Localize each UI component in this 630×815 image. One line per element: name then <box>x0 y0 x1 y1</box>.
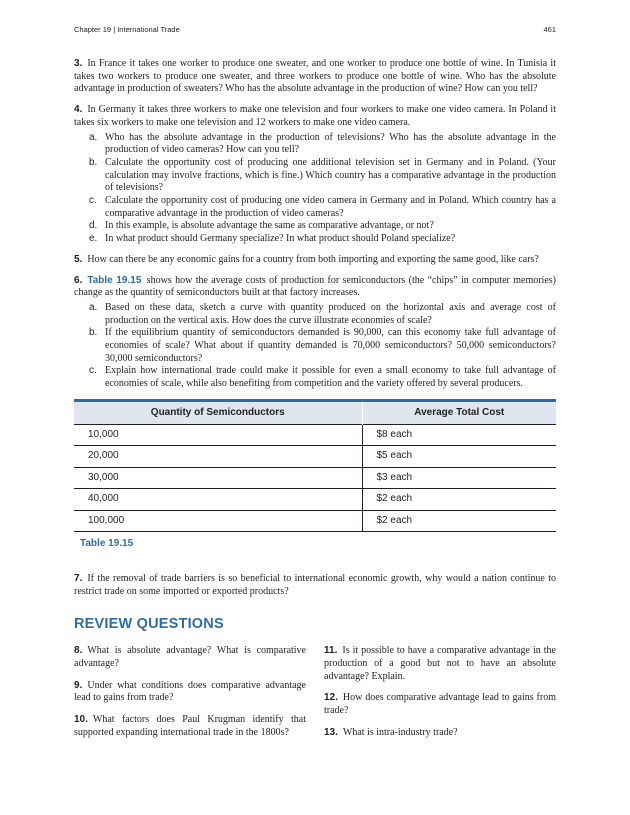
question-text: Under what conditions does comparative advantage lead to gains from trade? <box>74 679 306 704</box>
column-header-average-cost: Average Total Cost <box>362 400 556 424</box>
quantity-cell: 10,000 <box>74 424 362 446</box>
table-row <box>74 510 556 532</box>
cost-cell: $2 each <box>362 510 556 532</box>
sub-question-text: Calculate the opportunity cost of producing one video camera in Germany and in Poland. Which country has a comparative advantage in the production of video cameras? <box>105 195 556 219</box>
question-6 <box>74 275 556 391</box>
question-4 <box>74 104 556 246</box>
chapter-header: Chapter 19 | International Trade <box>74 25 180 34</box>
sub-question-letter: a. <box>89 301 98 313</box>
question-number: 10. <box>74 714 88 725</box>
sub-question <box>74 132 556 157</box>
sub-question-text: Explain how international trade could make it possible for even a small economy to take full advantage of economies of scale, while also benefiting from competition and the variety offered by several producers. <box>105 365 556 390</box>
question-number: 9. <box>74 679 83 691</box>
quantity-cell: 100,000 <box>74 510 362 532</box>
sub-question-letter: c. <box>89 365 97 377</box>
question-number: 6. <box>74 274 83 286</box>
review-question-12 <box>324 692 556 717</box>
review-question-8 <box>74 645 306 670</box>
table-row <box>74 467 556 489</box>
sub-question-list <box>74 302 556 391</box>
question-5 <box>74 254 556 267</box>
question-number: 12. <box>324 692 338 704</box>
review-column-right <box>324 645 556 748</box>
sub-question-letter: b. <box>89 327 98 339</box>
quantity-cell: 40,000 <box>74 489 362 511</box>
sub-question-letter: a. <box>89 131 98 143</box>
question-text: In Germany it takes three workers to make one television and four workers to make one video camera. In Poland it takes six workers to make one television and 12 workers to make one video camera. <box>74 104 556 128</box>
question-text: What factors does Paul Krugman identify that supported expanding international trade in the 1800s? <box>74 714 306 738</box>
cost-cell: $5 each <box>362 446 556 468</box>
question-number: 11. <box>324 645 338 657</box>
table-row <box>74 446 556 468</box>
sub-question-letter: c. <box>89 195 97 207</box>
sub-question-letter: b. <box>89 156 98 168</box>
question-number: 8. <box>74 645 83 657</box>
sub-question-letter: e. <box>89 233 98 245</box>
question-text: How does comparative advantage lead to gains from trade? <box>324 692 556 716</box>
review-question-13 <box>324 727 556 740</box>
sub-question-letter: d. <box>89 220 98 232</box>
question-text: In France it takes one worker to produce one sweater, and one worker to produce one bottle of wine. In Tunisia it takes two workers to produce one sweater, and three workers to produce one bottle of wine. Who has the absolute advantage in production of sweaters? Who has the absolute advantage in the production of wine? How can you tell? <box>74 58 556 95</box>
sub-question <box>74 220 556 233</box>
sub-question <box>74 302 556 327</box>
table-row <box>74 489 556 511</box>
sub-question-text: If the equilibrium quantity of semiconductors demanded is 90,000, can this economy take full advantage of economies of scale? What about if quantity demanded is 70,000 semiconductors? 50,000 semiconductors? 30,000 semiconductors? <box>105 327 556 364</box>
question-number: 5. <box>74 253 83 265</box>
question-number: 7. <box>74 573 83 585</box>
sub-question-text: Who has the absolute advantage in the production of televisions? Who has the absolute advantage in the production of video cameras? How can you tell? <box>105 131 556 156</box>
sub-question-text: Calculate the opportunity cost of producing one additional television set in Germany and in Poland. (Your calculation may involve fractions, which is fine.) Which country has a comparative advantage in the production of televisions? <box>105 156 556 194</box>
cost-cell: $3 each <box>362 467 556 489</box>
question-text: If the removal of trade barriers is so beneficial to international economic growth, why would a nation continue to restrict trade on some imported or exported products? <box>74 573 556 597</box>
question-text: How can there be any economic gains for a country from both importing and exporting the same good, like cars? <box>87 253 539 265</box>
table-caption: Table 19.15 <box>80 538 134 550</box>
question-number: 4. <box>74 104 83 116</box>
question-text: Is it possible to have a comparative advantage in the production of a good but not to have an absolute advantage? Explain. <box>324 645 556 682</box>
quantity-cell: 30,000 <box>74 467 362 489</box>
table-row <box>74 424 556 446</box>
sub-question <box>74 233 556 246</box>
sub-question <box>74 195 556 220</box>
review-question-11 <box>324 645 556 683</box>
question-number: 13. <box>324 726 338 738</box>
review-questions-columns <box>74 645 556 748</box>
sub-question-text: In this example, is absolute advantage the same as comparative advantage, or not? <box>105 220 434 232</box>
sub-question-text: Based on these data, sketch a curve with quantity produced on the horizontal axis and average cost of production on the vertical axis. How does the curve illustrate economies of scale? <box>105 301 556 326</box>
column-header-quantity: Quantity of Semiconductors <box>74 400 362 424</box>
quantity-cell: 20,000 <box>74 446 362 468</box>
review-question-10 <box>74 714 306 739</box>
question-text: What is intra-industry trade? <box>342 726 458 738</box>
sub-question-text: In what product should Germany specialize? In what product should Poland specialize? <box>105 233 456 245</box>
page-content <box>74 58 556 748</box>
sub-question <box>74 365 556 390</box>
question-7 <box>74 573 556 598</box>
cost-cell: $2 each <box>362 489 556 511</box>
question-number: 3. <box>74 58 83 69</box>
cost-cell: $8 each <box>362 424 556 446</box>
sub-question-list <box>74 132 556 246</box>
review-question-9 <box>74 680 306 705</box>
question-text: shows how the average costs of production for semiconductors (the “chips” in computer memories) change as the quantity of semiconductors built at that factory increases. <box>74 274 556 299</box>
question-text: What is absolute advantage? What is comparative advantage? <box>74 645 306 669</box>
review-column-left <box>74 645 306 748</box>
page-number: 461 <box>543 25 556 34</box>
sub-question <box>74 157 556 195</box>
review-questions-heading: REVIEW QUESTIONS <box>74 616 224 633</box>
table-header-row <box>74 400 556 424</box>
question-3 <box>74 58 556 96</box>
table-reference-link[interactable]: Table 19.15 <box>87 274 142 286</box>
semiconductor-cost-table <box>74 399 556 533</box>
sub-question <box>74 327 556 365</box>
